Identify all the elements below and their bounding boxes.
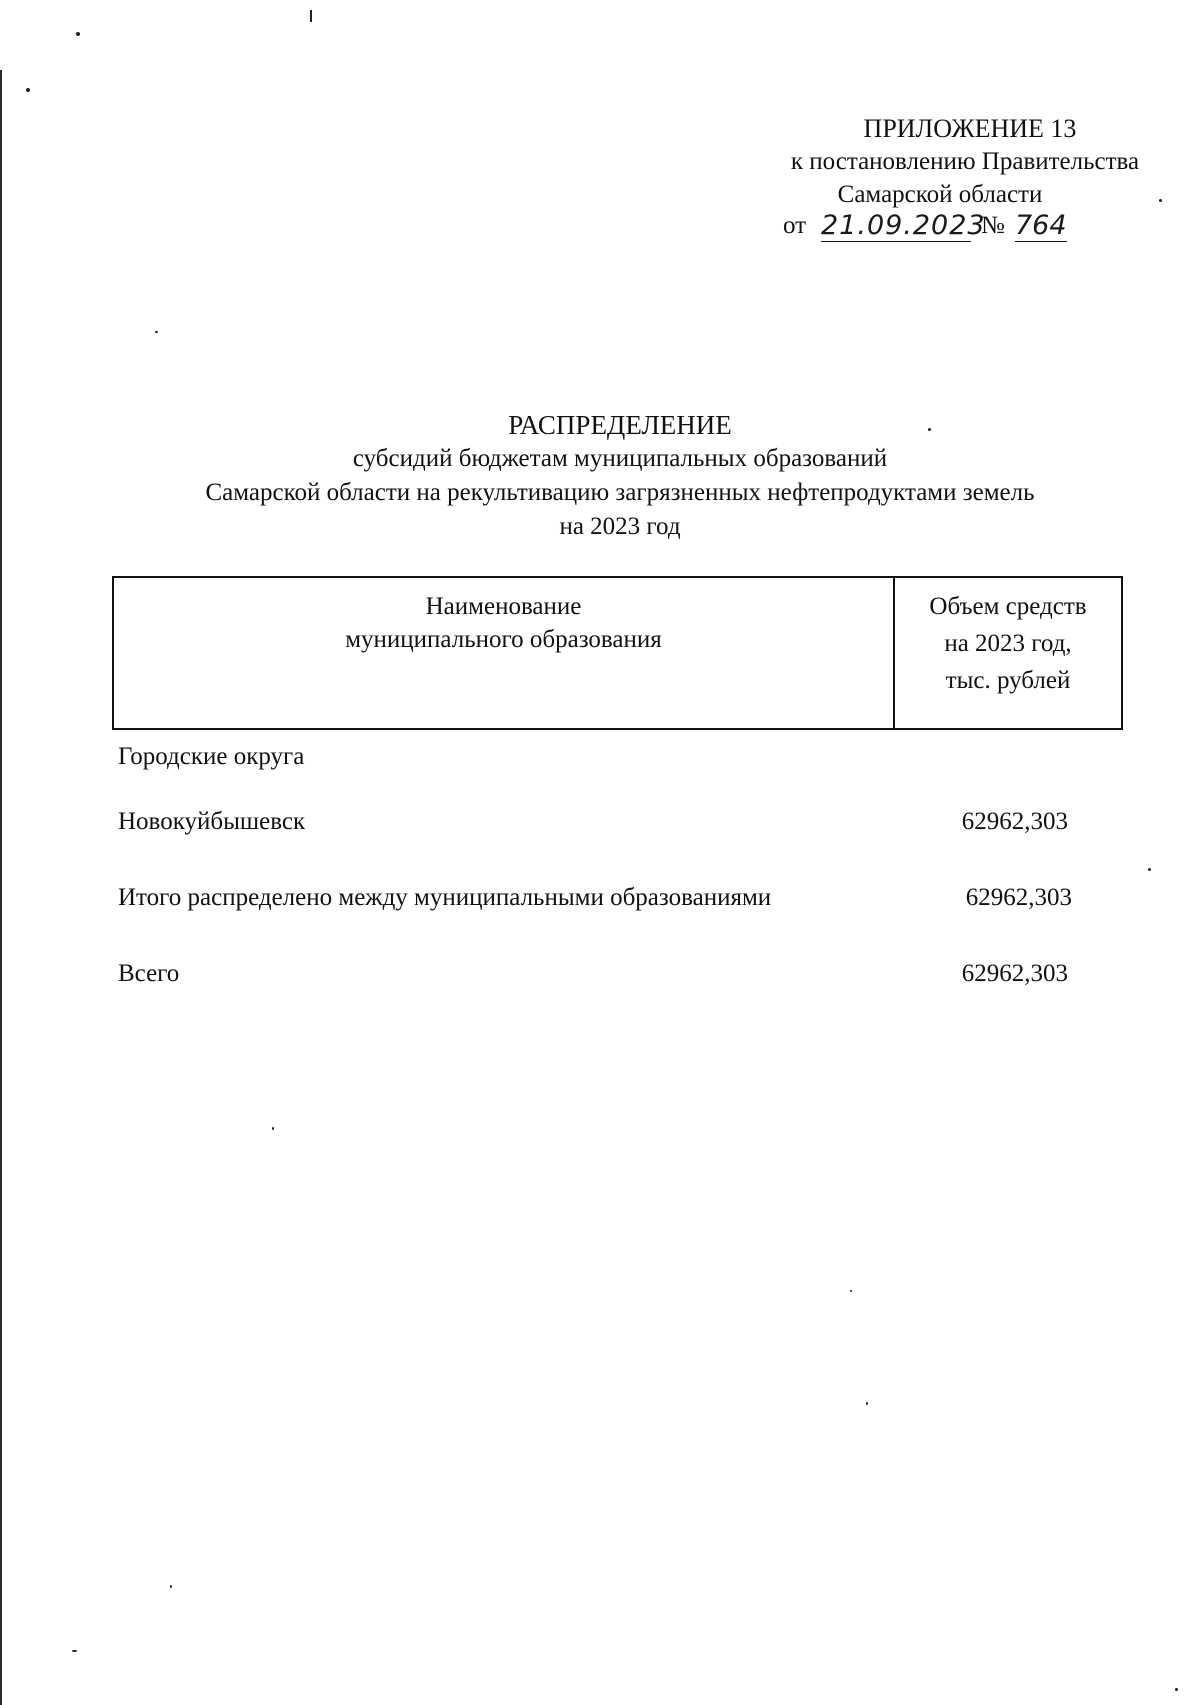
scan-speck bbox=[72, 1650, 77, 1652]
header-amount-line-3: тыс. рублей bbox=[945, 667, 1071, 694]
header-amount-line-2: на 2023 год, bbox=[944, 630, 1072, 657]
grand-total-row bbox=[118, 960, 1118, 994]
scan-speck bbox=[170, 1585, 172, 1588]
scan-speck bbox=[1175, 1688, 1178, 1691]
header-name-cell bbox=[114, 578, 895, 728]
scan-speck bbox=[866, 1402, 868, 1405]
heading-line-2: Самарской области на рекультивацию загрязненных нефтепродуктами земель bbox=[205, 479, 1035, 506]
scan-speck bbox=[155, 331, 158, 333]
group-label: Городские округа bbox=[118, 743, 305, 770]
grand-total-amount: 62962,303 bbox=[961, 960, 1068, 987]
grand-total-label: Всего bbox=[118, 960, 180, 987]
number-prefix: № bbox=[981, 212, 1005, 239]
scan-speck bbox=[850, 1290, 852, 1292]
heading-title: РАСПРЕДЕЛЕНИЕ bbox=[508, 410, 732, 440]
scan-edge-line bbox=[0, 70, 2, 1705]
appendix-region: Самарской области bbox=[837, 181, 1043, 208]
scan-speck bbox=[26, 88, 30, 92]
header-amount-line-1: Объем средств bbox=[929, 593, 1087, 620]
date-prefix: от bbox=[783, 212, 807, 239]
scan-speck bbox=[272, 1127, 274, 1130]
handwritten-date: 21.09.2023 bbox=[821, 210, 986, 241]
table-header bbox=[112, 576, 1123, 730]
appendix-reference: к постановлению Правительства bbox=[790, 148, 1140, 175]
municipality-amount: 62962,303 bbox=[961, 808, 1068, 835]
scan-speck bbox=[1148, 868, 1151, 871]
total-distributed-label: Итого распределено между муниципальными образованиями bbox=[118, 884, 772, 911]
resolution-date-number bbox=[783, 210, 1073, 244]
document-heading bbox=[120, 408, 1120, 544]
appendix-title: ПРИЛОЖЕНИЕ 13 bbox=[863, 114, 1077, 143]
scan-speck bbox=[76, 32, 80, 36]
municipality-name: Новокуйбышевск bbox=[118, 808, 306, 835]
header-name-line-1: Наименование bbox=[425, 593, 582, 620]
header-name-line-2: муниципального образования bbox=[345, 626, 662, 653]
table-row bbox=[118, 808, 1118, 842]
total-distributed-amount: 62962,303 bbox=[965, 884, 1072, 911]
heading-line-1: субсидий бюджетам муниципальных образований bbox=[352, 445, 888, 472]
header-amount-cell bbox=[895, 578, 1121, 728]
total-distributed-row bbox=[118, 884, 1118, 918]
scan-speck bbox=[310, 10, 312, 22]
group-row bbox=[118, 743, 1118, 777]
appendix-block bbox=[700, 112, 1170, 211]
handwritten-number: 764 bbox=[1015, 210, 1067, 241]
heading-line-3: на 2023 год bbox=[559, 513, 681, 540]
